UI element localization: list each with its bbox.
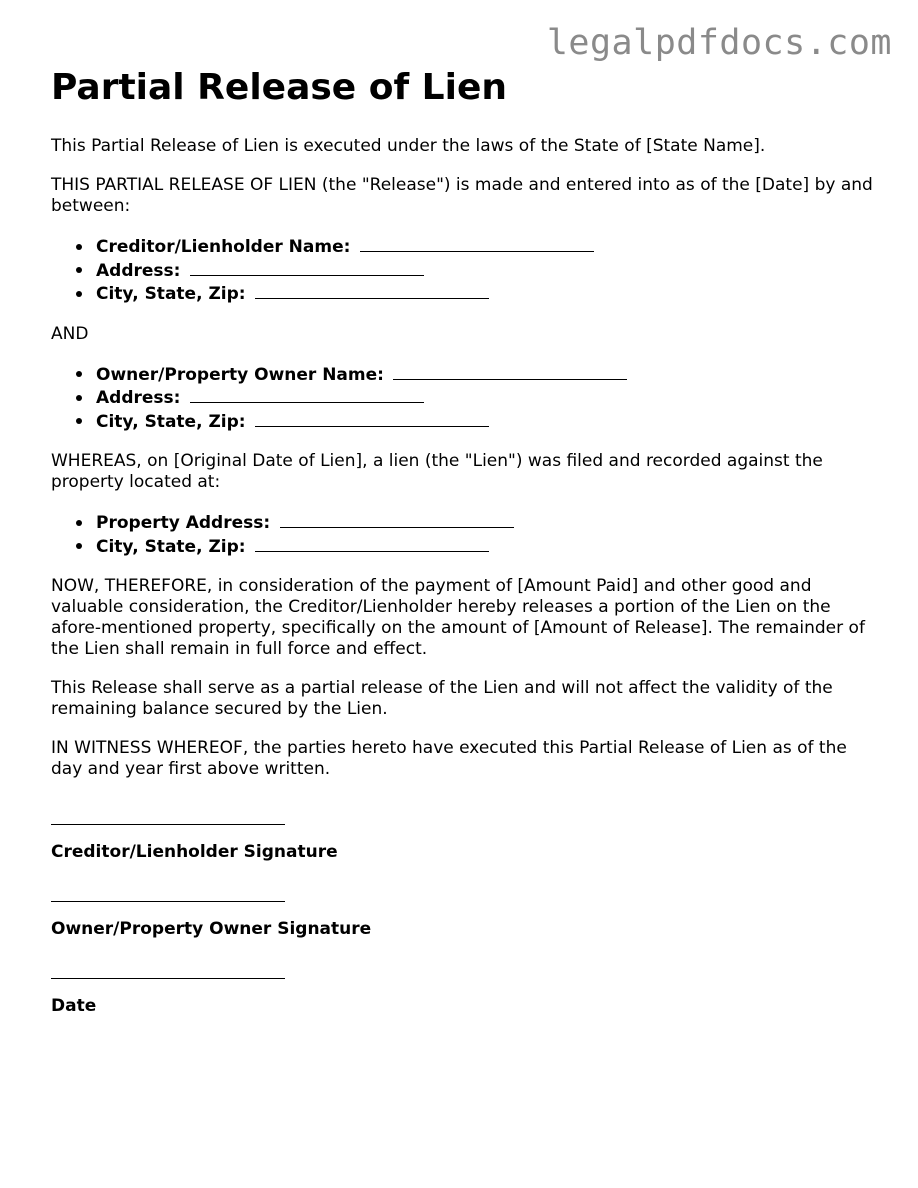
list-item <box>96 386 881 410</box>
list-item <box>96 410 881 434</box>
and-separator: AND <box>51 323 89 344</box>
blank-fill-line[interactable] <box>280 511 514 528</box>
field-label: Owner/Property Owner Name: <box>96 364 384 385</box>
field-label: Property Address: <box>96 513 271 533</box>
document-title: Partial Release of Lien <box>51 67 507 108</box>
field-label: City, State, Zip: <box>96 411 246 432</box>
blank-fill-line[interactable] <box>190 386 424 403</box>
release-statement: THIS PARTIAL RELEASE OF LIEN (the "Release") is made and entered into as of the [Date] by and between: <box>51 175 873 216</box>
watermark: legalpdfdocs.com <box>546 23 892 63</box>
list-item <box>96 535 881 559</box>
signature-label: Creditor/Lienholder Signature <box>51 842 338 862</box>
now-therefore-paragraph: NOW, THEREFORE, in consideration of the payment of [Amount Paid] and other good and valuable consideration, the Creditor/Lienholder hereby releases a portion of the Lien on the afore-mentioned property, specifically on the amount of [Amount of Release]. The remainder of the Lien shall remain in full force and effect. <box>51 576 865 659</box>
signature-line[interactable] <box>51 881 285 902</box>
signature-label: Owner/Property Owner Signature <box>51 919 372 939</box>
blank-fill-line[interactable] <box>255 410 489 427</box>
creditor-fields-list <box>51 235 881 306</box>
intro-paragraph: This Partial Release of Lien is executed under the laws of the State of [State Name]. <box>51 136 766 156</box>
signature-line[interactable] <box>51 958 285 979</box>
property-fields-list <box>51 511 881 558</box>
field-label: City, State, Zip: <box>96 536 246 557</box>
field-label: Address: <box>96 388 181 408</box>
whereas-paragraph: WHEREAS, on [Original Date of Lien], a lien (the "Lien") was filed and recorded against the property located at: <box>51 451 823 492</box>
list-item <box>96 363 881 387</box>
field-label: City, State, Zip: <box>96 284 246 304</box>
list-item <box>96 259 881 283</box>
signature-block <box>51 804 881 1017</box>
document-page <box>51 66 881 1017</box>
witness-paragraph: IN WITNESS WHEREOF, the parties hereto have executed this Partial Release of Lien as of the day and year first above written. <box>51 738 847 779</box>
blank-fill-line[interactable] <box>255 282 489 299</box>
list-item <box>96 511 881 535</box>
field-label: Creditor/Lienholder Name: <box>96 237 351 257</box>
blank-fill-line[interactable] <box>190 259 424 276</box>
list-item <box>96 282 881 306</box>
owner-fields-list <box>51 363 881 434</box>
serve-paragraph: This Release shall serve as a partial release of the Lien and will not affect the validity of the remaining balance secured by the Lien. <box>51 678 833 719</box>
blank-fill-line[interactable] <box>255 535 489 552</box>
field-label: Address: <box>96 260 181 281</box>
signature-line[interactable] <box>51 804 285 825</box>
list-item <box>96 235 881 259</box>
signature-label: Date <box>51 996 97 1016</box>
blank-fill-line[interactable] <box>360 235 594 252</box>
blank-fill-line[interactable] <box>393 363 627 380</box>
